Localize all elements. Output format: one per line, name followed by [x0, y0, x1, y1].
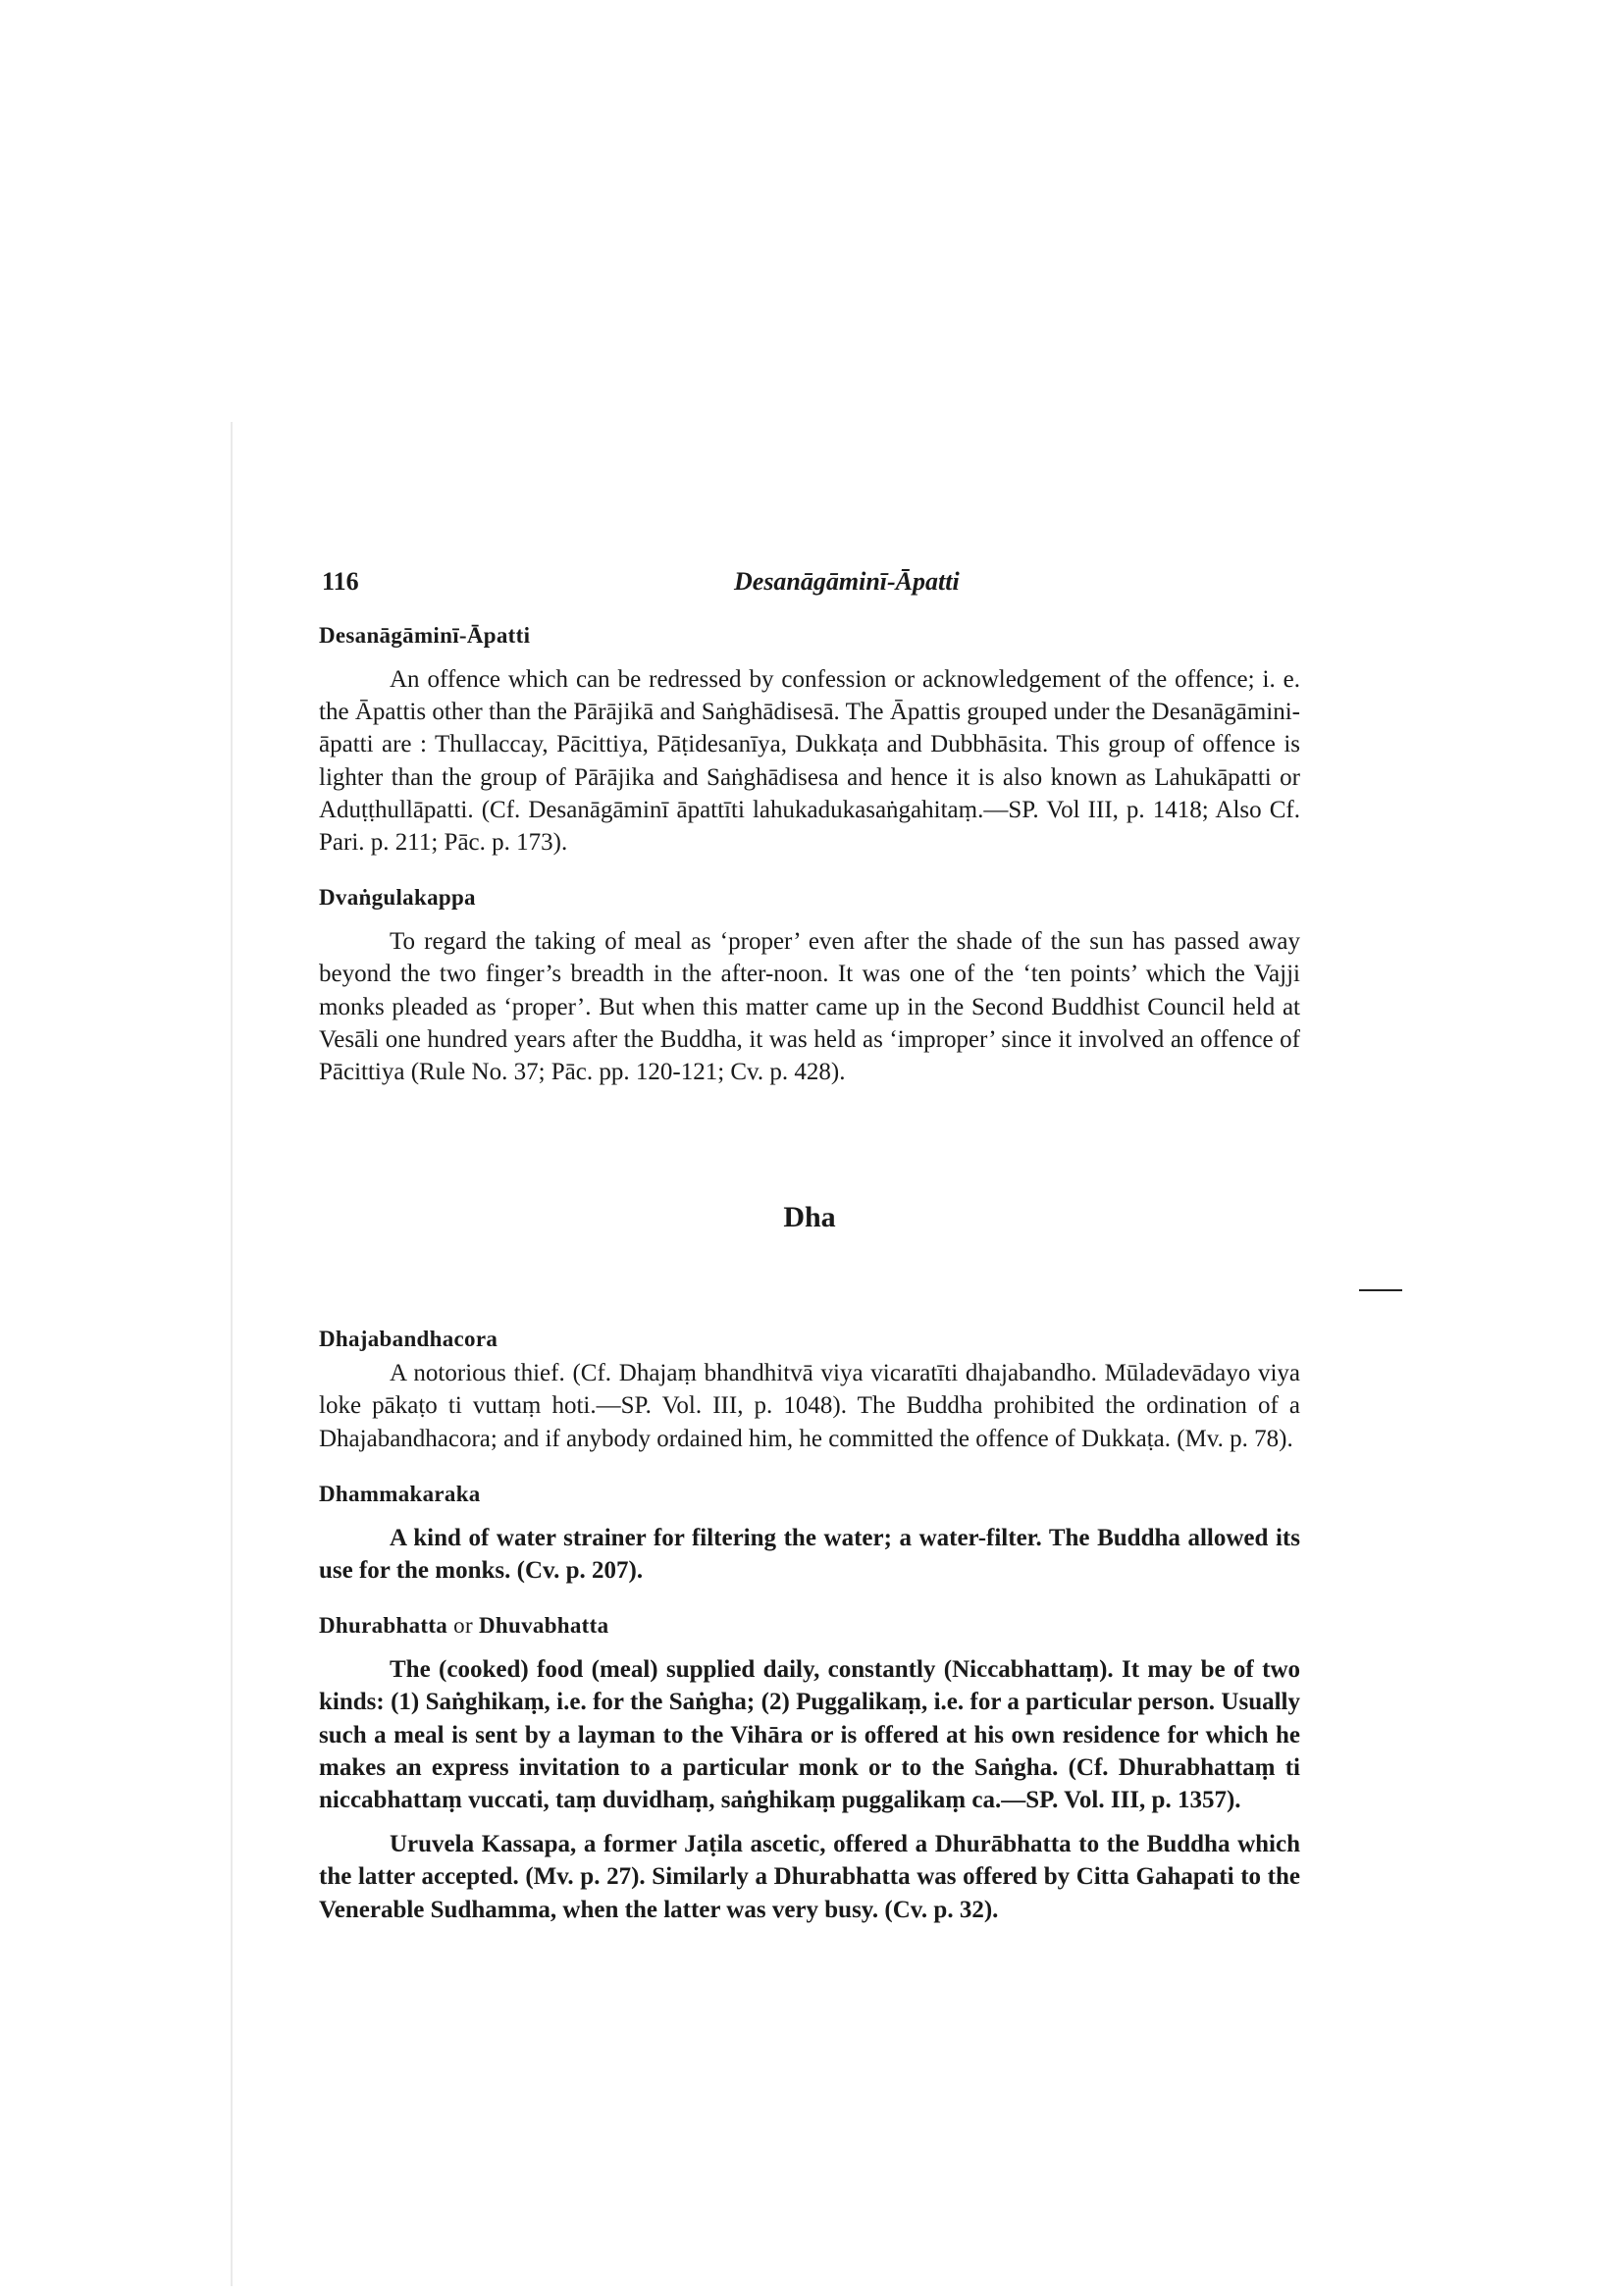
entry-text: A notorious thief. (Cf. Dhajaṃ bhandhitvā viya vicaratīti dhajabandho. Mūladevādayo viya loke pākaṭo ti vuttaṃ hoti.—SP. Vol. III, p. 1048). The Buddha prohibited the ordination of a Dhajabandhacora; and if anybody ordained him, he committed the offence of Dukkaṭa. (Mv. p. 78). — [319, 1360, 1300, 1452]
entry-term — [319, 1610, 1300, 1642]
running-head: Desanāgāminī-Āpatti — [734, 567, 960, 596]
section-heading: Dha — [783, 1201, 836, 1234]
entry-text: To regard the taking of meal as ‘proper’ even after the shade of the sun has passed away beyond the two finger’s breadth in the after-noon. It was one of the ‘ten points’ which the Vajji monks pleaded as ‘proper’. But when this matter came up in the Second Buddhist Council held at Vesāli one hundred years after the Buddha, it was held as ‘improper’ since it involved an offence of Pācittiya (Rule No. 37; Pāc. pp. 120-121; Cv. p. 428). — [319, 928, 1300, 1086]
entry-term: Dhajabandhacora — [319, 1327, 498, 1352]
entry-term-connector: or — [453, 1613, 473, 1639]
margin-mark — [1359, 1289, 1402, 1291]
entry-text: An offence which can be redressed by confession or acknowledgement of the offence; i. e. the Āpattis other than the Pārājikā and Saṅghādisesā. The Āpattis grouped under the Desanāgāmini-āpatti are : Thullaccay, Pācittiya, Pāṭidesanīya, Dukkaṭa and Dubbhāsita. This group of offence is lighter than the group of Pārājika and Saṅghādisesa and hence it is also known as Lahukāpatti or Aduṭṭhullāpatti. (Cf. Desanāgāminī āpattīti lahukadukasaṅgahitaṃ.—SP. Vol III, p. 1418; Also Cf. Pari. p. 211; Pāc. p. 173). — [319, 666, 1300, 857]
page-body — [319, 620, 1300, 1926]
entry-term: Dvaṅgulakappa — [319, 885, 476, 911]
page-number: 116 — [322, 567, 359, 596]
page-header — [322, 567, 1303, 602]
entry-text: Uruvela Kassapa, a former Jaṭila ascetic, offered a Dhurābhatta to the Buddha which the latter accepted. (Mv. p. 27). Similarly a Dhurabhatta was offered by Citta Gahapati to the Venerable Sudhamma, when the latter was very busy. (Cv. p. 32). — [319, 1831, 1300, 1923]
entry-text: A kind of water strainer for filtering the water; a water-filter. The Buddha allowed its use for the monks. (Cv. p. 207). — [319, 1524, 1300, 1585]
entry-term-alternate: Dhuvabhatta — [479, 1613, 609, 1639]
entry-term: Desanāgāminī-Āpatti — [319, 623, 531, 648]
entry-text: The (cooked) food (meal) supplied daily, constantly (Niccabhattaṃ). It may be of two kinds: (1) Saṅghikaṃ, i.e. for the Saṅgha; (2) Puggalikaṃ, i.e. for a particular person. Usually such a meal is sent by a layman to the Vihāra or is offered at his own residence for which he makes an express invitation to a particular monk or to the Saṅgha. (Cf. Dhurabhattaṃ ti niccabhattaṃ vuccati, taṃ duvidhaṃ, saṅghikaṃ puggalikaṃ ca.—SP. Vol. III, p. 1357). — [319, 1656, 1300, 1814]
entry-term-primary: Dhurabhatta — [319, 1613, 448, 1639]
scan-margin-line — [231, 422, 233, 2286]
entry-term: Dhammakaraka — [319, 1481, 481, 1506]
